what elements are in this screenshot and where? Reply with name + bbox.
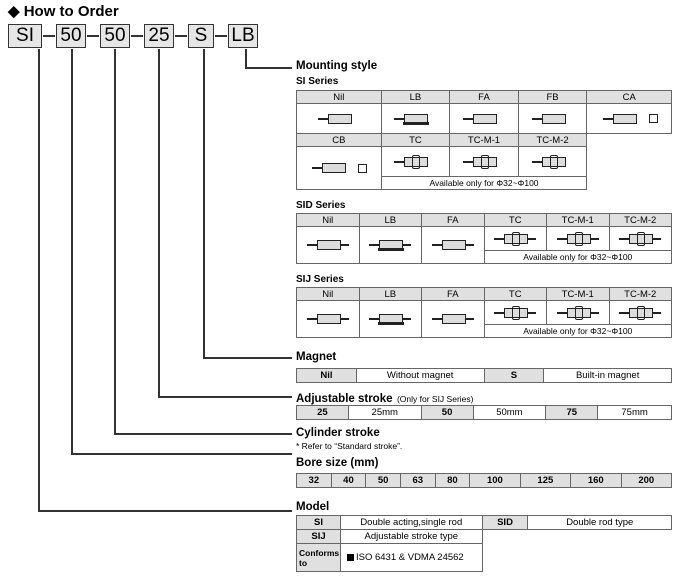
lb-mount-drawing [381, 104, 450, 134]
diamond-bullet-icon: ◆ [8, 3, 20, 20]
code-cylinder-stroke: 50 [100, 24, 130, 48]
si-mounting-table: Nil LB FA FB CA CB TC TC-M-1 TC-M-2 Available only for Φ32~Φ100 [296, 90, 672, 190]
tc-mount-drawing [381, 147, 450, 177]
ca-mount-drawing [587, 104, 672, 134]
sij-series-label: SIJ Series [296, 274, 344, 285]
leader-magnet [203, 49, 205, 358]
si-series-label: SI Series [296, 76, 339, 87]
code-model: SI [8, 24, 42, 48]
sij-tc-drawing [484, 301, 547, 325]
leader-model [38, 49, 40, 511]
cylinder-note: * Refer to “Standard stroke”. [296, 441, 403, 451]
bore-heading: Bore size (mm) [296, 457, 379, 469]
page-title [8, 2, 119, 20]
sid-tc-drawing [484, 227, 547, 251]
cylinder-heading: Cylinder stroke [296, 427, 380, 439]
code-mounting: LB [228, 24, 258, 48]
magnet-heading: Magnet [296, 351, 337, 363]
sid-series-label: SID Series [296, 200, 346, 211]
cb-mount-drawing [297, 147, 382, 190]
order-code [8, 24, 258, 48]
tc-m-2-mount-drawing [518, 147, 587, 177]
sid-tc-m-1-drawing [547, 227, 610, 251]
bore-table: 32 40 50 63 80 100 125 160 200 [296, 473, 672, 488]
sij-lb-drawing [359, 301, 422, 338]
code-magnet: S [188, 24, 214, 48]
sij-mounting-table: Nil LB FA TC TC-M-1 TC-M-2 Available only for Φ32~Φ100 [296, 287, 672, 338]
fb-mount-drawing [518, 104, 587, 134]
model-table: SI Double acting,single rod SID Double rod type SIJ Adjustable stroke type Conforms to ISO 6431 & VDMA 24562 [296, 515, 672, 572]
sid-tc-m-2-drawing [609, 227, 672, 251]
sid-lb-drawing [359, 227, 422, 264]
adjustable-table: 25 25mm 50 50mm 75 75mm [296, 405, 672, 420]
sid-availability-note: Available only for Φ32~Φ100 [484, 251, 672, 264]
leader-cylinder [114, 49, 116, 434]
model-heading: Model [296, 501, 330, 513]
sid-mounting-table: Nil LB FA TC TC-M-1 TC-M-2 Available only for Φ32~Φ100 [296, 213, 672, 264]
sij-nil-drawing [297, 301, 360, 338]
leader-bore [71, 49, 73, 454]
code-bore: 50 [56, 24, 86, 48]
leader-adjustable [158, 49, 160, 397]
mounting-heading: Mounting style [296, 60, 378, 72]
fa-mount-drawing [450, 104, 519, 134]
magnet-table: Nil Without magnet S Built-in magnet [296, 368, 672, 383]
adjustable-heading: Adjustable stroke (Only for SIJ Series) [296, 393, 474, 405]
sij-fa-drawing [422, 301, 485, 338]
sid-nil-drawing [297, 227, 360, 264]
title-text: How to Order [23, 3, 119, 20]
code-adjustable-stroke: 25 [144, 24, 174, 48]
si-availability-note: Available only for Φ32~Φ100 [381, 177, 587, 190]
sij-tc-m-2-drawing [609, 301, 672, 325]
sid-fa-drawing [422, 227, 485, 264]
tc-m-1-mount-drawing [450, 147, 519, 177]
sij-tc-m-1-drawing [547, 301, 610, 325]
leader-mounting [245, 49, 247, 68]
bullet-square-icon [347, 554, 354, 561]
nil-mount-drawing [297, 104, 382, 134]
sij-availability-note: Available only for Φ32~Φ100 [484, 325, 672, 338]
